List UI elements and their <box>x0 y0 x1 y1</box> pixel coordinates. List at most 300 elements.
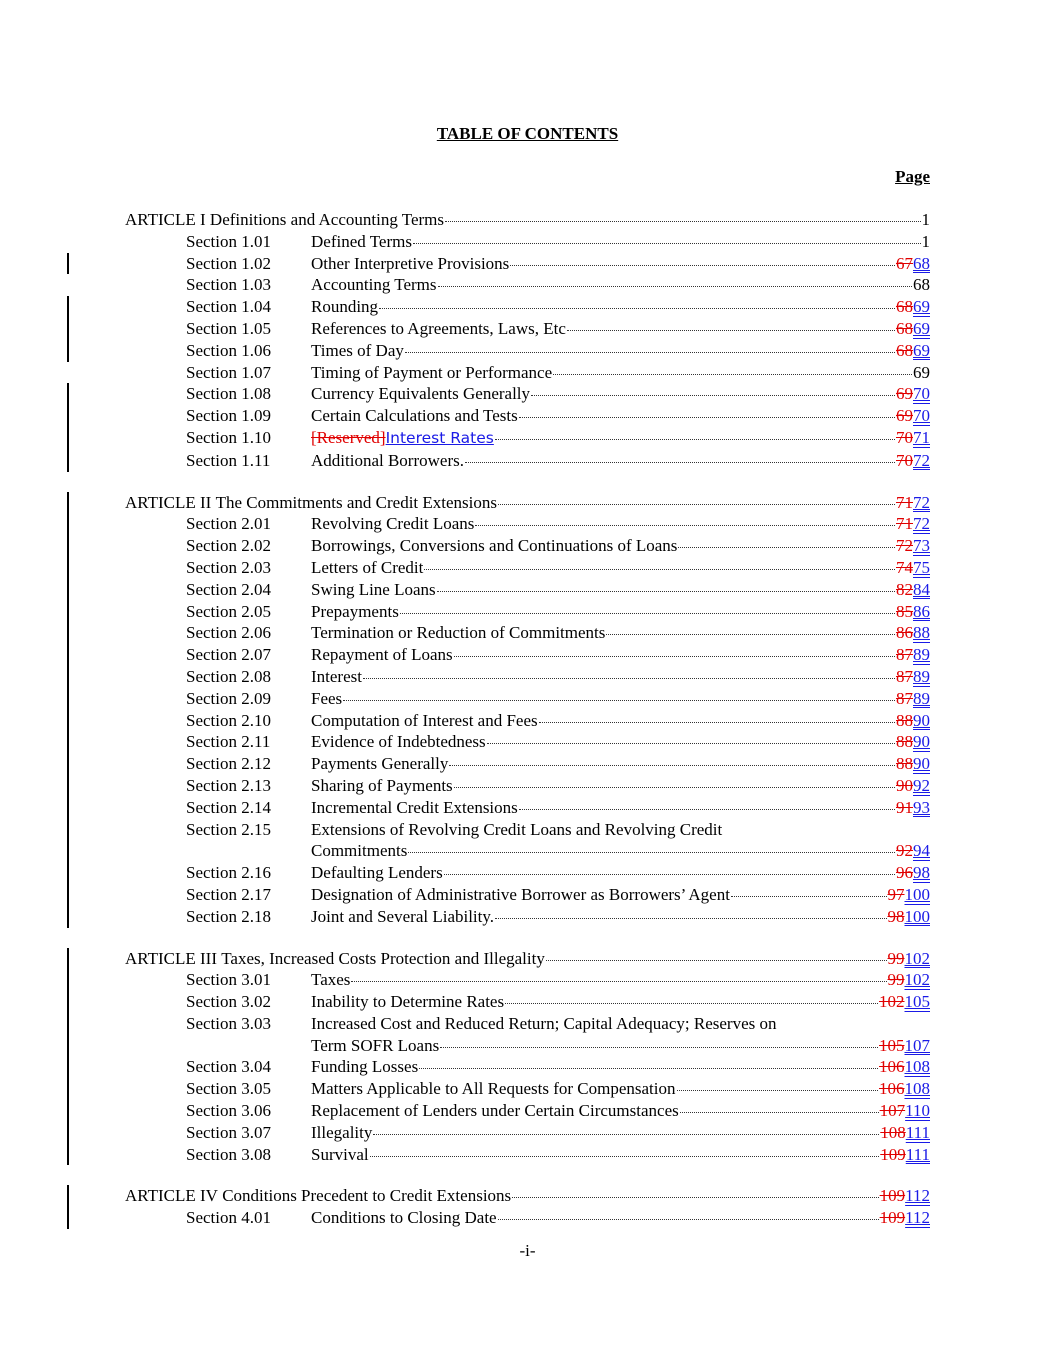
inserted-page-number: 107 <box>904 1035 930 1055</box>
toc-section-entry[interactable] <box>125 731 930 753</box>
entry-title-column <box>311 688 930 710</box>
toc-section-entry[interactable] <box>125 579 930 601</box>
dot-leader <box>363 678 895 679</box>
toc-section-entry[interactable] <box>125 427 930 450</box>
entry-title[interactable]: References to Agreements, Laws, Etc <box>311 318 566 338</box>
page-number[interactable] <box>880 1185 930 1207</box>
entry-title-line <box>311 991 930 1013</box>
entry-title-column <box>311 775 930 797</box>
entry-title[interactable]: Borrowings, Conversions and Continuations of Loans <box>311 536 678 556</box>
change-bar <box>67 906 69 928</box>
page-number[interactable] <box>896 557 930 579</box>
entry-title[interactable]: Illegality <box>311 1122 373 1142</box>
entry-title-column <box>125 209 930 231</box>
entry-title[interactable]: Taxes <box>311 970 351 990</box>
toc-section-entry[interactable] <box>125 340 930 362</box>
dot-leader <box>677 1090 878 1091</box>
entry-title[interactable]: Defaulting Lenders <box>311 863 443 883</box>
entry-title-line <box>311 819 930 841</box>
page-number[interactable] <box>879 1056 930 1078</box>
entry-title-line <box>311 253 930 275</box>
change-bar <box>67 557 69 579</box>
toc-section-entry[interactable] <box>125 622 930 644</box>
entry-title[interactable]: Certain Calculations and Tests <box>311 406 518 426</box>
toc-section-entry[interactable] <box>125 819 930 863</box>
entry-title-line <box>125 1185 930 1207</box>
entry-title-column <box>311 274 930 296</box>
entry-title-column <box>311 862 930 884</box>
deleted-page-number: 71 <box>896 492 913 512</box>
entry-title[interactable]: Defined Terms <box>311 231 412 251</box>
entry-title[interactable]: Swing Line Loans <box>311 579 436 599</box>
toc-article-entry[interactable] <box>125 209 930 231</box>
entry-title-line <box>311 884 930 906</box>
toc-section-entry[interactable] <box>125 1144 930 1166</box>
dot-leader <box>465 462 895 463</box>
inserted-page-number: 70 <box>913 384 930 404</box>
page-number[interactable] <box>896 775 930 797</box>
toc-section-entry[interactable] <box>125 513 930 535</box>
toc-title: TABLE OF CONTENTS <box>436 124 619 143</box>
page-number[interactable] <box>922 231 931 253</box>
section-number: Section 2.17 <box>186 884 271 904</box>
entry-title[interactable]: Taxes, Increased Costs Protection and Illegality <box>221 948 545 968</box>
page-number[interactable] <box>880 1100 930 1122</box>
toc-section-entry[interactable] <box>125 666 930 688</box>
deleted-page-number: 70 <box>896 450 913 470</box>
entry-title-line <box>311 1078 930 1100</box>
page-value: 1 <box>921 210 930 229</box>
toc-article-entry[interactable] <box>125 1185 930 1207</box>
entry-title-line <box>311 1035 930 1057</box>
toc-section-entry[interactable] <box>125 231 930 253</box>
page-number[interactable] <box>896 450 930 472</box>
entry-title[interactable]: Designation of Administrative Borrower as Borrowers’ Agent <box>311 884 730 904</box>
entry-title[interactable]: Sharing of Payments <box>311 775 453 795</box>
dot-leader <box>351 981 886 982</box>
page-number[interactable] <box>888 906 931 928</box>
page-number[interactable] <box>896 427 930 449</box>
page-number[interactable] <box>896 710 930 732</box>
deleted-page-number: 99 <box>887 970 905 990</box>
entry-title[interactable]: Conditions Precedent to Credit Extensions <box>222 1186 512 1206</box>
toc-section-entry[interactable] <box>125 753 930 775</box>
deleted-page-number: 96 <box>896 863 913 883</box>
entry-title[interactable]: Additional Borrowers. <box>311 450 464 470</box>
change-bar <box>67 1056 69 1078</box>
change-bar <box>67 318 69 340</box>
section-number: Section 1.02 <box>186 253 271 273</box>
article-number: ARTICLE I <box>125 210 206 229</box>
entry-title[interactable]: Extensions of Revolving Credit Loans and Revolving Credit <box>311 819 723 839</box>
page-number[interactable] <box>896 318 930 340</box>
section-number: Section 1.05 <box>186 318 271 338</box>
deleted-page-number: 107 <box>879 1101 906 1121</box>
entry-title[interactable]: Incremental Credit Extensions <box>311 797 518 817</box>
section-number: Section 1.03 <box>186 275 271 295</box>
dot-leader <box>505 1003 878 1004</box>
dot-leader <box>405 352 895 353</box>
page-number[interactable] <box>896 753 930 775</box>
toc-section-entry[interactable] <box>125 1207 930 1229</box>
deleted-page-number: 98 <box>887 906 905 926</box>
entry-title-line <box>311 862 930 884</box>
entry-title-column <box>311 1207 930 1229</box>
inserted-page-number: 73 <box>913 536 930 556</box>
page-number[interactable] <box>913 274 930 296</box>
entry-title[interactable]: Currency Equivalents Generally <box>311 384 531 404</box>
section-number: Section 1.09 <box>186 406 271 426</box>
deleted-page-number: 92 <box>896 841 913 861</box>
page-number[interactable] <box>896 666 930 688</box>
page-number[interactable] <box>922 209 931 231</box>
inserted-page-number: 102 <box>904 948 930 968</box>
page-number[interactable] <box>880 1122 930 1144</box>
entry-title[interactable]: Term SOFR Loans <box>311 1035 440 1055</box>
entry-title-line <box>311 969 930 991</box>
entry-title-line <box>311 775 930 797</box>
entry-title[interactable]: Times of Day <box>311 340 404 360</box>
page-number[interactable] <box>888 969 931 991</box>
inserted-page-number: 89 <box>913 645 930 665</box>
toc-article-entry[interactable] <box>125 492 930 514</box>
entry-title-line <box>311 1100 930 1122</box>
entry-title[interactable]: Repayment of Loans <box>311 645 453 665</box>
toc-section-entry[interactable] <box>125 906 930 928</box>
change-bar <box>67 948 69 970</box>
entry-title[interactable]: Evidence of Indebtedness <box>311 732 486 752</box>
page-number[interactable] <box>880 1207 930 1229</box>
entry-title-line <box>311 383 930 405</box>
entry-title-line <box>311 644 930 666</box>
change-bar <box>67 884 69 906</box>
inserted-page-number: 112 <box>905 1186 930 1206</box>
entry-title[interactable]: Funding Losses <box>311 1057 419 1077</box>
dot-leader <box>731 896 887 897</box>
toc-section-entry[interactable] <box>125 405 930 427</box>
deleted-page-number: 106 <box>879 1057 905 1077</box>
page-number[interactable] <box>896 840 930 862</box>
inserted-page-number: 111 <box>905 1122 930 1142</box>
section-number: Section 3.08 <box>186 1144 271 1164</box>
change-bar <box>67 862 69 884</box>
page-number[interactable] <box>888 948 931 970</box>
entry-title-line <box>311 340 930 362</box>
section-number: Section 2.13 <box>186 775 271 795</box>
deleted-page-number: 82 <box>896 579 913 599</box>
entry-title-column <box>311 819 930 863</box>
inserted-page-number: 94 <box>913 841 930 861</box>
page-number[interactable] <box>896 862 930 884</box>
change-bar <box>67 991 69 1013</box>
entry-title-line <box>311 666 930 688</box>
page-number[interactable] <box>896 601 930 623</box>
change-bar <box>67 427 69 450</box>
dot-leader <box>454 787 895 788</box>
change-bar <box>67 753 69 775</box>
toc-section-entry[interactable] <box>125 450 930 472</box>
page-value: 69 <box>913 362 930 382</box>
entry-title[interactable]: Inability to Determine Rates <box>311 992 505 1012</box>
change-bar <box>67 1144 69 1166</box>
inserted-page-number: 69 <box>913 318 930 338</box>
section-number: Section 2.05 <box>186 601 271 621</box>
toc-list <box>125 209 930 1229</box>
entry-title-line <box>125 492 930 514</box>
deleted-page-number: 87 <box>896 645 913 665</box>
entry-title-column <box>311 622 930 644</box>
toc-section-entry[interactable] <box>125 644 930 666</box>
entry-title-line <box>311 906 930 928</box>
dot-leader <box>475 525 895 526</box>
toc-section-entry[interactable] <box>125 884 930 906</box>
toc-section-entry[interactable] <box>125 797 930 819</box>
dot-leader <box>495 439 895 440</box>
entry-title[interactable]: Rounding <box>311 297 379 317</box>
dot-leader <box>413 243 921 244</box>
change-bar <box>67 296 69 318</box>
page-number[interactable] <box>879 991 930 1013</box>
page-number[interactable] <box>896 688 930 710</box>
change-bar <box>67 383 69 405</box>
dot-leader <box>400 613 895 614</box>
change-bar <box>67 1185 69 1207</box>
change-bar <box>67 513 69 535</box>
dot-leader <box>553 374 912 375</box>
toc-section-entry[interactable] <box>125 688 930 710</box>
change-bar <box>67 450 69 472</box>
entry-title[interactable]: Revolving Credit Loans <box>311 514 475 534</box>
deleted-page-number: 72 <box>896 536 913 556</box>
page-number[interactable] <box>896 797 930 819</box>
section-number: Section 1.08 <box>186 384 271 404</box>
dot-leader <box>487 743 895 744</box>
page-number[interactable] <box>896 253 930 275</box>
entry-title-column <box>125 948 930 970</box>
deleted-page-number: 106 <box>879 1079 905 1099</box>
article-number: ARTICLE II <box>125 492 212 512</box>
entry-title-column <box>311 383 930 405</box>
deleted-page-number: 68 <box>896 297 913 317</box>
entry-title[interactable]: Increased Cost and Reduced Return; Capital Adequacy; Reserves on <box>311 1013 777 1033</box>
entry-title-line <box>125 948 930 970</box>
toc-section-entry[interactable] <box>125 274 930 296</box>
section-number: Section 2.16 <box>186 863 271 883</box>
inserted-page-number: 105 <box>904 992 930 1012</box>
inserted-page-number: 70 <box>913 406 930 426</box>
dot-leader <box>678 547 895 548</box>
entry-title[interactable]: Joint and Several Liability. <box>311 906 495 926</box>
toc-section-entry[interactable] <box>125 601 930 623</box>
change-bar <box>67 579 69 601</box>
page-number[interactable] <box>896 513 930 535</box>
entry-title[interactable]: Termination or Reduction of Commitments <box>311 623 606 643</box>
page-number[interactable] <box>880 1144 930 1166</box>
change-bar <box>67 819 69 863</box>
toc-section-entry[interactable] <box>125 383 930 405</box>
page-number[interactable] <box>896 405 930 427</box>
inserted-page-number: 75 <box>913 557 930 577</box>
inserted-page-number: 86 <box>913 601 930 621</box>
dot-leader <box>373 1134 879 1135</box>
entry-title-column <box>311 1013 930 1057</box>
page-number[interactable] <box>896 492 930 514</box>
deleted-page-number: 67 <box>896 253 913 273</box>
change-bar <box>67 644 69 666</box>
change-bar <box>67 775 69 797</box>
deleted-page-number: 69 <box>896 384 913 404</box>
entry-title-line <box>311 731 930 753</box>
toc-section-entry[interactable] <box>125 969 930 991</box>
section-number: Section 3.04 <box>186 1057 271 1077</box>
toc-section-entry[interactable] <box>125 318 930 340</box>
deleted-page-number: 68 <box>896 318 913 338</box>
dot-leader <box>454 656 895 657</box>
toc-section-entry[interactable] <box>125 296 930 318</box>
deleted-page-number: 87 <box>896 688 913 708</box>
entry-title-line <box>311 535 930 557</box>
deleted-page-number: 99 <box>887 948 905 968</box>
section-number: Section 1.10 <box>186 427 271 447</box>
entry-title[interactable]: Accounting Terms <box>311 275 437 295</box>
entry-title[interactable]: The Commitments and Credit Extensions <box>215 492 497 512</box>
page-number[interactable] <box>896 622 930 644</box>
dot-leader <box>539 722 895 723</box>
entry-title-column <box>311 405 930 427</box>
inserted-page-number: 71 <box>913 427 930 447</box>
entry-title-column <box>311 231 930 253</box>
section-number: Section 2.08 <box>186 666 271 686</box>
section-number: Section 1.06 <box>186 340 271 360</box>
entry-title-line <box>311 1013 930 1035</box>
inserted-page-number: 68 <box>913 253 930 273</box>
change-bar <box>67 535 69 557</box>
section-number: Section 3.02 <box>186 992 271 1012</box>
inserted-page-number: 89 <box>913 666 930 686</box>
deleted-page-number: 74 <box>896 557 913 577</box>
page-number[interactable] <box>896 731 930 753</box>
page-number[interactable] <box>896 296 930 318</box>
entry-title[interactable]: Matters Applicable to All Requests for Compensation <box>311 1079 676 1099</box>
change-bar <box>67 1122 69 1144</box>
entry-title-line <box>311 1122 930 1144</box>
toc-section-entry[interactable] <box>125 1100 930 1122</box>
section-number: Section 2.15 <box>186 819 271 839</box>
entry-title[interactable]: Fees <box>311 688 343 708</box>
change-bar <box>67 340 69 362</box>
toc-section-entry[interactable] <box>125 362 930 384</box>
entry-title[interactable]: Computation of Interest and Fees <box>311 710 538 730</box>
entry-title[interactable]: Replacement of Lenders under Certain Circumstances <box>311 1101 679 1121</box>
toc-section-entry[interactable] <box>125 710 930 732</box>
inserted-page-number: 112 <box>905 1208 930 1228</box>
entry-title-line <box>311 1056 930 1078</box>
entry-title-line <box>311 710 930 732</box>
entry-title[interactable]: Interest <box>311 666 362 686</box>
entry-title[interactable]: Prepayments <box>311 601 399 621</box>
page-number[interactable] <box>913 362 930 384</box>
entry-title-line <box>311 840 930 862</box>
toc-section-entry[interactable] <box>125 253 930 275</box>
entry-title-column <box>311 797 930 819</box>
dot-leader <box>567 330 895 331</box>
entry-title[interactable]: Commitments <box>311 841 408 861</box>
toc-section-entry[interactable] <box>125 862 930 884</box>
deleted-page-number: 88 <box>896 732 913 752</box>
change-bar <box>67 731 69 753</box>
entry-title[interactable]: Survival <box>311 1144 369 1164</box>
toc-section-entry[interactable] <box>125 1122 930 1144</box>
inserted-page-number: 84 <box>913 579 930 599</box>
page-number[interactable] <box>896 383 930 405</box>
entry-title-column <box>311 1078 930 1100</box>
dot-leader <box>370 1156 880 1157</box>
article-number: ARTICLE III <box>125 948 217 968</box>
entry-title-column <box>311 601 930 623</box>
section-number: Section 2.11 <box>186 732 271 752</box>
inserted-page-number: 90 <box>913 754 930 774</box>
inserted-page-number: 90 <box>913 732 930 752</box>
dot-leader <box>424 569 895 570</box>
entry-title-column <box>311 1056 930 1078</box>
entry-title-line <box>311 688 930 710</box>
change-bar <box>67 253 69 275</box>
entry-title[interactable]: Conditions to Closing Date <box>311 1208 497 1228</box>
page-number[interactable] <box>879 1035 930 1057</box>
entry-title[interactable]: Payments Generally <box>311 754 449 774</box>
dot-leader <box>680 1112 879 1113</box>
entry-title-column <box>311 884 930 906</box>
toc-section-entry[interactable] <box>125 775 930 797</box>
toc-section-entry[interactable] <box>125 991 930 1013</box>
entry-title[interactable]: Letters of Credit <box>311 557 424 577</box>
entry-title-line <box>311 296 930 318</box>
entry-title-line <box>311 753 930 775</box>
entry-title-column <box>125 492 930 514</box>
entry-title-column <box>311 1100 930 1122</box>
entry-title-column <box>311 1122 930 1144</box>
deleted-page-number: 91 <box>896 797 913 817</box>
entry-title-line <box>311 274 930 296</box>
toc-section-entry[interactable] <box>125 535 930 557</box>
section-number: Section 1.07 <box>186 362 271 382</box>
entry-title-column <box>311 557 930 579</box>
entry-title-column <box>311 710 930 732</box>
page-value: 68 <box>913 275 930 295</box>
entry-title[interactable]: Timing of Payment or Performance <box>311 362 553 382</box>
entry-title-line <box>311 427 930 450</box>
page-number[interactable] <box>896 644 930 666</box>
page-number[interactable] <box>888 884 931 906</box>
entry-title[interactable]: Definitions and Accounting Terms <box>209 210 445 229</box>
section-number: Section 2.01 <box>186 514 271 534</box>
toc-article-entry[interactable] <box>125 948 930 970</box>
page-number[interactable] <box>896 535 930 557</box>
toc-section-entry[interactable] <box>125 1056 930 1078</box>
toc-section-entry[interactable] <box>125 557 930 579</box>
toc-section-entry[interactable] <box>125 1013 930 1057</box>
page-number[interactable] <box>879 1078 930 1100</box>
entry-title-column <box>311 906 930 928</box>
entry-title[interactable]: Other Interpretive Provisions <box>311 253 510 273</box>
entry-title-column <box>311 296 930 318</box>
entry-title-column <box>311 318 930 340</box>
deleted-page-number: 86 <box>896 623 913 643</box>
toc-section-entry[interactable] <box>125 1078 930 1100</box>
page-number[interactable] <box>896 579 930 601</box>
page-number[interactable] <box>896 340 930 362</box>
inserted-page-number: 90 <box>913 710 930 730</box>
